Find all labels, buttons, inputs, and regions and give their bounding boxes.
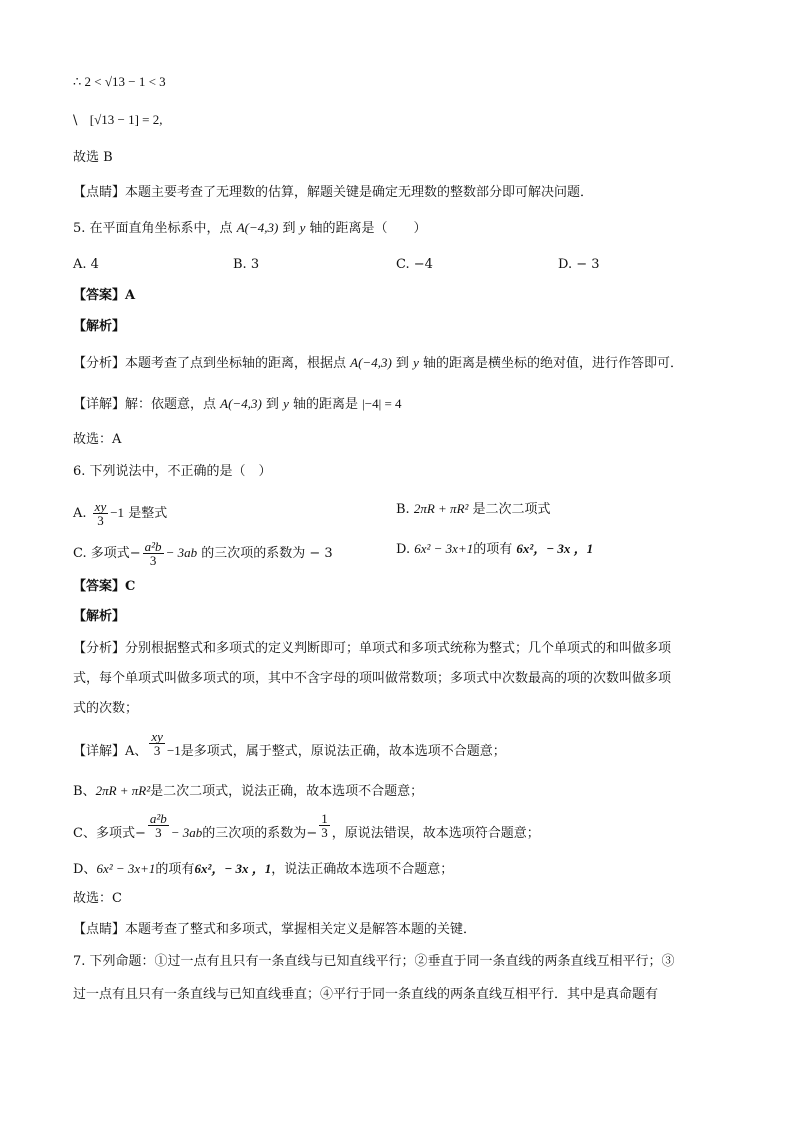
q6-expression: 6x² − 3x+1 — [414, 541, 474, 556]
q5-stem-part: 5. 在平面直角坐标系中，点 — [73, 221, 233, 236]
q5-option-c: C. −4 — [396, 257, 433, 272]
q6-detail-text: 的项有 — [155, 862, 195, 877]
q5-option-a: A. 4 — [73, 257, 99, 272]
q5-answer: 【答案】A — [73, 288, 136, 303]
inequality-text: ∴ 2 < √13 − 1 < 3 — [73, 74, 166, 89]
q6-detail-text: 是多项式，属于整式，原说法正确，故本选项不合题意； — [180, 744, 506, 759]
choice-b-conclusion: 故选 B — [73, 150, 113, 165]
q5-analysis-part: 到 — [395, 356, 409, 371]
q5-stem — [73, 219, 427, 238]
q6-term: − 3ab — [170, 825, 203, 840]
q6-options-ab — [73, 492, 733, 526]
q6-detail-text: 是二次二项式，说法正确，故本选项不合题意； — [150, 784, 424, 799]
q6-fraction — [319, 812, 330, 839]
q5-point: A(−4,3) — [220, 396, 262, 411]
q5-analysis-part: 轴的距离是横坐标的绝对值，进行作答即可． — [423, 356, 684, 371]
q5-point: A(−4,3) — [236, 220, 279, 235]
q6-option-text: 的三次项的系数为 − 3 — [201, 546, 333, 561]
fraction-denominator: 3 — [155, 825, 162, 840]
q6-detail-d — [73, 860, 453, 879]
q6-fraction — [143, 540, 164, 567]
q5-abs-value: |−4| = 4 — [362, 396, 402, 411]
q6-fraction — [93, 500, 109, 527]
q6-analysis-line-1: 【分析】分别根据整式和多项式的定义判断即可；单项式和多项式统称为整式；几个单项式的和叫做多项 — [73, 641, 672, 656]
q6-option-b — [396, 500, 551, 519]
fraction-numerator: 1 — [321, 811, 328, 826]
therefore-symbol: \ — [73, 113, 78, 128]
q6-terms: 6x²，− 3x ，1 — [194, 861, 272, 876]
q6-terms: 6x²，− 3x ，1 — [516, 541, 594, 556]
q6-jiexi-heading: 【解析】 — [73, 609, 126, 624]
q6-fraction — [148, 812, 169, 839]
q6-option-d — [396, 540, 593, 559]
q6-term: − 3ab — [165, 545, 198, 560]
q7-stem-line-2: 过一点有且只有一条直线与已知直线垂直；④平行于同一条直线的两条直线互相平行．其中是真命题有 — [73, 987, 659, 1002]
q6-option-c: C. 多项式− $\frac{\text{a²b}}{3}$ − 3ab 的三次项的系数为 − 3 — [73, 539, 333, 568]
q5-analysis — [73, 354, 683, 373]
fraction-denominator: 3 — [149, 553, 157, 568]
fraction-denominator: 3 — [153, 743, 161, 758]
q5-choose: 故选：A — [73, 432, 122, 447]
floor-result — [73, 111, 163, 130]
q5-detail-part: 到 — [265, 397, 279, 412]
dianjing-note-q4: 【点睛】本题主要考查了无理数的估算，解题关键是确定无理数的整数部分即可解决问题． — [73, 185, 594, 200]
q7-stem-line-1: 7. 下列命题：①过一点有且只有一条直线与已知直线平行；②垂直于同一条直线的两条直线互相平行；③ — [73, 954, 675, 969]
q5-detail-part: 轴的距离是 — [293, 397, 359, 412]
q5-stem-part: 到 — [282, 221, 296, 236]
q6-term: −1 — [166, 743, 181, 758]
q6-detail-prefix: 【详解】A、 — [73, 744, 148, 759]
q5-point: A(−4,3) — [350, 355, 392, 370]
q6-option-text: 是二次二项式 — [472, 502, 551, 517]
q6-option-text: 的项有 — [473, 542, 513, 557]
q6-detail-a — [73, 730, 506, 764]
q6-detail-prefix: D、 — [73, 862, 97, 877]
q5-analysis-part: 【分析】本题考查了点到坐标轴的距离，根据点 — [73, 356, 347, 371]
q6-option-a — [73, 500, 167, 527]
q6-analysis-line-2: 式，每个单项式叫做多项式的项，其中不含字母的项叫做常数项；多项式中次数最高的项的次数叫做多项 — [73, 671, 672, 686]
q6-expression: 2πR + πR² — [95, 783, 151, 798]
q5-axis: y — [299, 220, 306, 235]
floor-expression: [√13 − 1] = 2, — [89, 112, 163, 127]
q6-detail-c: C、多项式− $\frac{\text{a²b}}{3}$ − 3ab的三次项的系数为− $\frac{1}{3}$ ，原说法错误，故本选项符合题意； — [73, 811, 540, 841]
fraction-numerator: xy — [151, 729, 163, 744]
q6-dianjing-note: 【点睛】本题考查了整式和多项式，掌握相关定义是解答本题的关键． — [73, 922, 477, 937]
q5-axis: y — [413, 355, 419, 370]
q6-option-label: A. — [73, 506, 87, 521]
q5-stem-part: 轴的距离是（ ） — [309, 221, 427, 236]
q6-detail-text: 的三次项的系数为 — [202, 826, 307, 841]
fraction-denominator: 3 — [97, 513, 104, 528]
q6-option-label: C. 多项式 — [73, 546, 130, 561]
q5-detail-part: 【详解】解：依题意，点 — [73, 397, 217, 412]
fraction-numerator: a²b — [144, 539, 162, 554]
q5-jiexi-heading: 【解析】 — [73, 319, 126, 334]
q6-detail-prefix: B、 — [73, 784, 96, 799]
q5-option-b: B. 3 — [233, 257, 260, 272]
q6-detail-b — [73, 782, 423, 801]
q6-answer: 【答案】C — [73, 579, 136, 594]
q5-detail — [73, 395, 402, 414]
fraction-denominator: 3 — [321, 825, 328, 840]
q6-expression: 6x² − 3x+1 — [96, 861, 156, 876]
q6-stem: 6. 下列说法中，不正确的是（ ） — [73, 464, 272, 479]
q6-detail-text: ，说法正确故本选项不合题意； — [271, 862, 454, 877]
conclusion-inequality — [73, 73, 166, 91]
fraction-numerator: a²b — [149, 811, 167, 826]
q6-detail-prefix: C、多项式 — [73, 826, 135, 841]
fraction-numerator: xy — [94, 499, 107, 514]
q6-term: −1 — [110, 505, 125, 520]
q6-option-text: 是整式 — [128, 506, 168, 521]
q6-choose: 故选：C — [73, 891, 122, 906]
q6-expression: 2πR + πR² — [413, 501, 469, 516]
q5-axis: y — [283, 396, 289, 411]
q6-detail-text: ，原说法错误，故本选项符合题意； — [331, 826, 540, 841]
q6-option-label: D. — [396, 542, 411, 557]
q6-analysis-line-3: 式的次数； — [73, 701, 139, 716]
q6-option-label: B. — [396, 502, 410, 517]
q6-fraction — [149, 730, 165, 757]
q5-option-d: D. − 3 — [558, 257, 600, 272]
q6-options-cd — [73, 532, 733, 566]
